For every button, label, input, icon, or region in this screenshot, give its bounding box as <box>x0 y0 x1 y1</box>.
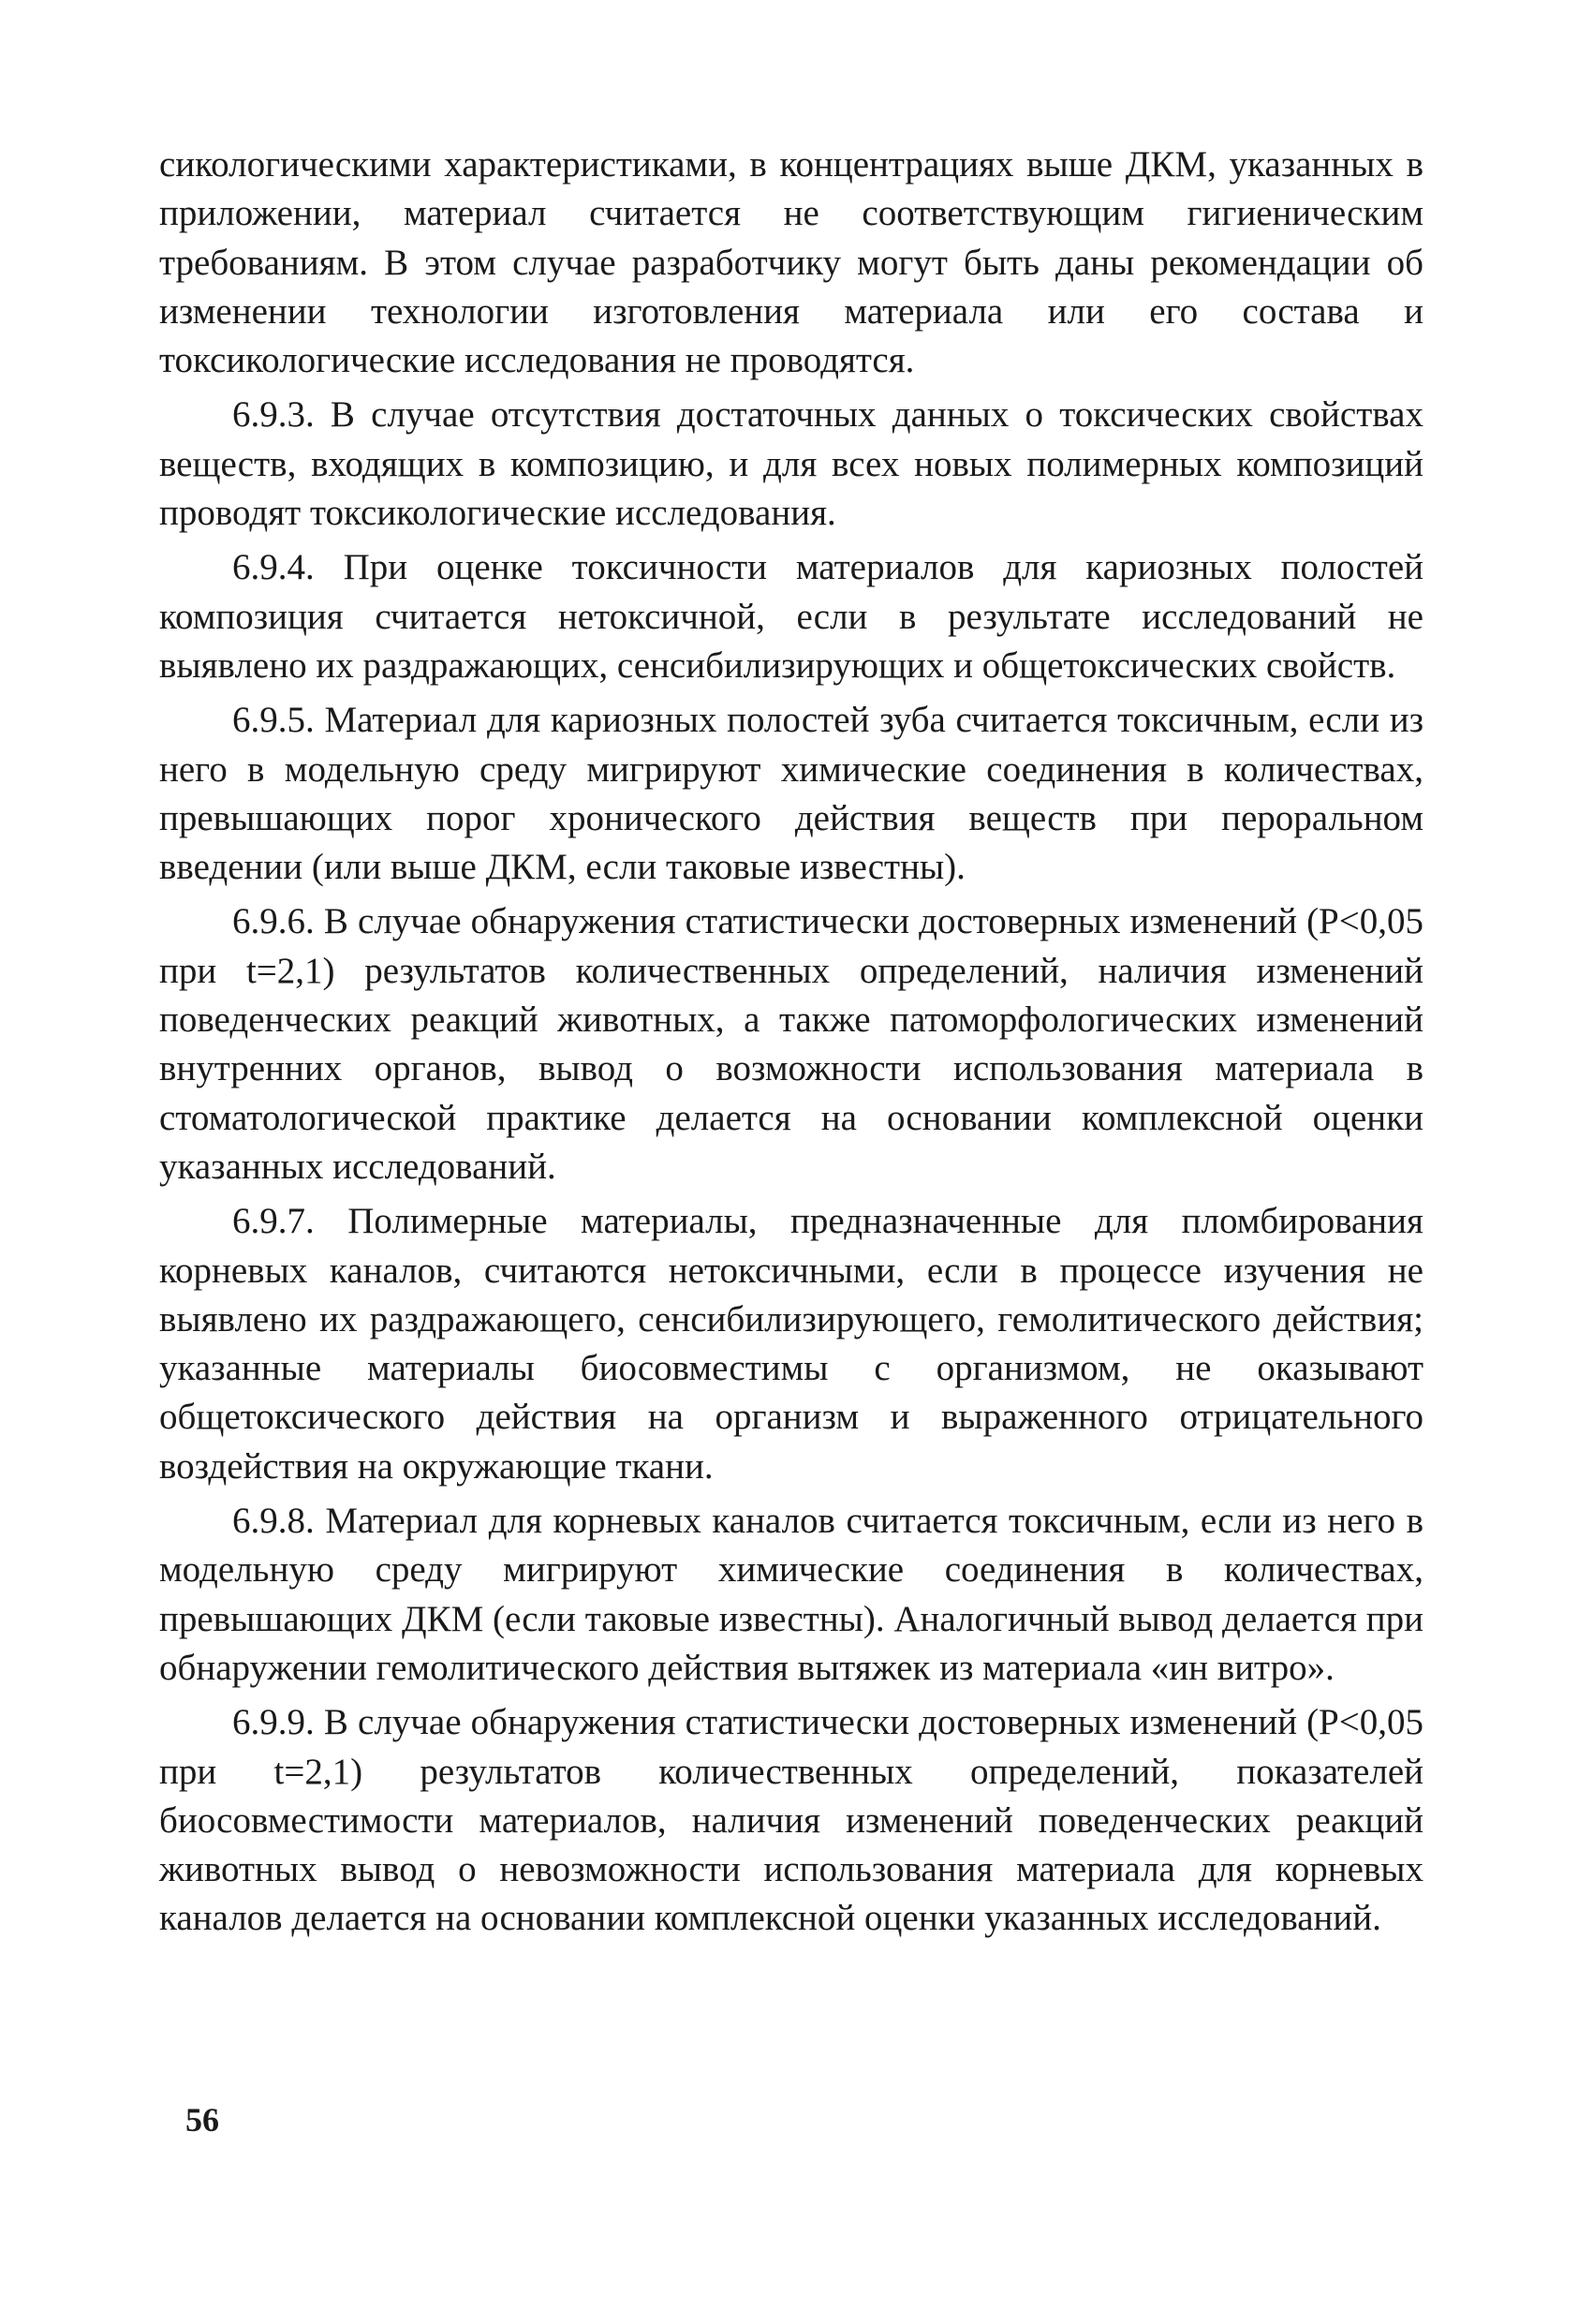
page-number: 56 <box>185 2101 219 2139</box>
paragraph-6-9-4: 6.9.4. При оценке токсичности материалов для кариозных полостей композиция считается нетоксичной, если в результате исследований не выявлено их раздражающих, сенсибилизирующих и общетоксических свойств. <box>159 547 1423 686</box>
paragraph-6-9-7: 6.9.7. Полимерные материалы, предназначенные для пломбирования корневых каналов, считаются нетоксичными, если в процессе изучения не выявлено их раздражающего, сенсибилизирующего, гемолитического действия; указанные материалы биосовместимы с организмом, не оказывают общетоксического действия на организм и выраженного отрицательного воздействия на окружающие ткани. <box>159 1201 1423 1487</box>
page-body <box>159 141 1423 1944</box>
paragraph-6-9-9: 6.9.9. В случае обнаружения статистически достоверных изменений (P<0,05 при t=2,1) результатов количественных определений, показателей биосовместимости материалов, наличия изменений поведенческих реакций животных вывод о невозможности использования материала для корневых каналов делается на основании комплексной оценки указанных исследований. <box>159 1702 1423 1939</box>
paragraph-6-9-3: 6.9.3. В случае отсутствия достаточных данных о токсических свойствах веществ, входящих в композицию, и для всех новых полимерных композиций проводят токсикологические исследования. <box>159 394 1423 534</box>
paragraph-6-9-8: 6.9.8. Материал для корневых каналов считается токсичным, если из него в модельную среду мигрируют химические соединения в количествах, превышающих ДКМ (если таковые известны). Аналогичный вывод делается при обнаружении гемолитического действия вытяжек из материала «ин витро». <box>159 1501 1423 1688</box>
paragraph-6-9-5: 6.9.5. Материал для кариозных полостей зуба считается токсичным, если из него в модельную среду мигрируют химические соединения в количествах, превышающих порог хронического действия веществ при пероральном введении (или выше ДКМ, если таковые известны). <box>159 700 1423 888</box>
paragraph-continuation: сикологическими характеристиками, в концентрациях выше ДКМ, указанных в приложении, материал считается не соответствующим гигиеническим требованиям. В этом случае разработчику могут быть даны рекомендации об изменении технологии изготовления материала или его состава и токсикологические исследования не проводятся. <box>159 144 1423 381</box>
paragraph-6-9-6: 6.9.6. В случае обнаружения статистически достоверных изменений (P<0,05 при t=2,1) результатов количественных определений, наличия изменений поведенческих реакций животных, а также патоморфологических изменений внутренних органов, вывод о возможности использования материала в стоматологической практике делается на основании комплексной оценки указанных исследований. <box>159 901 1423 1187</box>
